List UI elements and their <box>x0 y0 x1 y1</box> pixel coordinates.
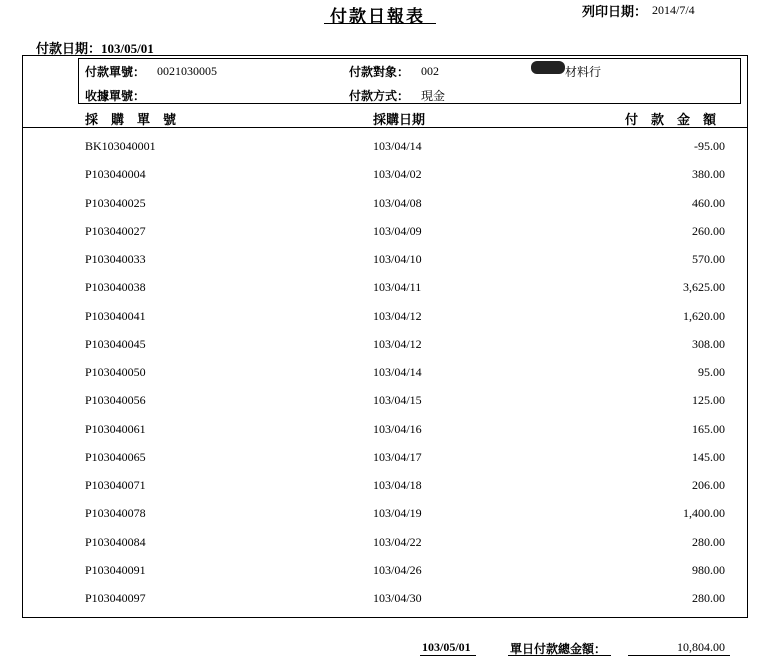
amount-cell: 260.00 <box>692 224 725 238</box>
purchase-date-cell: 103/04/18 <box>373 478 422 492</box>
footer-date-underline <box>420 655 476 656</box>
purchase-date-cell: 103/04/12 <box>373 309 422 323</box>
payment-method-value: 現金 <box>421 89 446 103</box>
amount-cell: 380.00 <box>692 167 725 181</box>
print-date-value: 2014/7/4 <box>652 3 695 17</box>
header-divider <box>22 127 748 128</box>
footer-total-underline <box>628 655 730 656</box>
purchase-date-cell: 103/04/16 <box>373 422 422 436</box>
purchase-date-cell: 103/04/26 <box>373 563 422 577</box>
col-header-purchase-date: 採購日期 <box>373 112 426 127</box>
purchase-date-cell: 103/04/14 <box>373 365 422 379</box>
redacted-mark <box>531 61 565 74</box>
purchase-no-cell: P103040050 <box>85 365 146 379</box>
purchase-no-cell: P103040065 <box>85 450 146 464</box>
purchase-date-cell: 103/04/08 <box>373 196 422 210</box>
purchase-date-cell: 103/04/12 <box>373 337 422 351</box>
purchase-date-cell: 103/04/10 <box>373 252 422 266</box>
amount-cell: 1,620.00 <box>683 309 725 323</box>
purchase-no-cell: P103040004 <box>85 167 146 181</box>
amount-cell: 3,625.00 <box>683 280 725 294</box>
amount-cell: 308.00 <box>692 337 725 351</box>
purchase-no-cell: P103040084 <box>85 535 146 549</box>
amount-cell: 206.00 <box>692 478 725 492</box>
purchase-date-cell: 103/04/14 <box>373 139 422 153</box>
purchase-no-cell: P103040097 <box>85 591 146 605</box>
purchase-no-cell: P103040071 <box>85 478 146 492</box>
amount-cell: 980.00 <box>692 563 725 577</box>
footer-total-value: 10,804.00 <box>677 640 725 654</box>
footer-label-underline <box>508 655 611 656</box>
payment-method-label: 付款方式： <box>349 89 410 103</box>
payee-label: 付款對象： <box>349 65 410 79</box>
amount-cell: 125.00 <box>692 393 725 407</box>
purchase-date-cell: 103/04/11 <box>373 280 422 294</box>
purchase-no-cell: P103040061 <box>85 422 146 436</box>
purchase-no-cell: P103040038 <box>85 280 146 294</box>
amount-cell: 460.00 <box>692 196 725 210</box>
purchase-no-cell: BK103040001 <box>85 139 156 153</box>
amount-cell: 280.00 <box>692 535 725 549</box>
print-date-label: 列印日期： <box>582 4 648 19</box>
purchase-date-cell: 103/04/19 <box>373 506 422 520</box>
amount-cell: 145.00 <box>692 450 725 464</box>
amount-cell: 280.00 <box>692 591 725 605</box>
purchase-no-cell: P103040025 <box>85 196 146 210</box>
amount-cell: 1,400.00 <box>683 506 725 520</box>
footer-date: 103/05/01 <box>422 640 471 654</box>
purchase-date-cell: 103/04/22 <box>373 535 422 549</box>
purchase-no-cell: P103040078 <box>85 506 146 520</box>
col-header-amount: 付 款 金 額 <box>624 112 716 127</box>
payment-date-value: 103/05/01 <box>101 41 154 56</box>
col-header-purchase-no: 採 購 單 號 <box>85 112 177 127</box>
purchase-date-cell: 103/04/30 <box>373 591 422 605</box>
purchase-date-cell: 103/04/17 <box>373 450 422 464</box>
purchase-date-cell: 103/04/09 <box>373 224 422 238</box>
purchase-no-cell: P103040056 <box>85 393 146 407</box>
report-title: 付款日報表 <box>330 7 425 26</box>
amount-cell: 165.00 <box>692 422 725 436</box>
amount-cell: 95.00 <box>698 365 725 379</box>
purchase-no-cell: P103040045 <box>85 337 146 351</box>
voucher-no-label: 付款單號： <box>85 65 146 79</box>
title-underline <box>324 23 436 24</box>
receipt-no-label: 收據單號： <box>85 89 146 103</box>
amount-cell: 570.00 <box>692 252 725 266</box>
voucher-no-value: 0021030005 <box>157 64 217 78</box>
payee-code: 002 <box>421 64 439 78</box>
amount-cell: -95.00 <box>694 139 725 153</box>
purchase-no-cell: P103040041 <box>85 309 146 323</box>
purchase-date-cell: 103/04/02 <box>373 167 422 181</box>
purchase-date-cell: 103/04/15 <box>373 393 422 407</box>
footer-total-label: 單日付款總金額： <box>510 642 607 656</box>
payee-name: 材料行 <box>565 65 602 79</box>
purchase-no-cell: P103040033 <box>85 252 146 266</box>
payment-date-label: 付款日期： <box>36 41 102 56</box>
purchase-no-cell: P103040027 <box>85 224 146 238</box>
purchase-no-cell: P103040091 <box>85 563 146 577</box>
